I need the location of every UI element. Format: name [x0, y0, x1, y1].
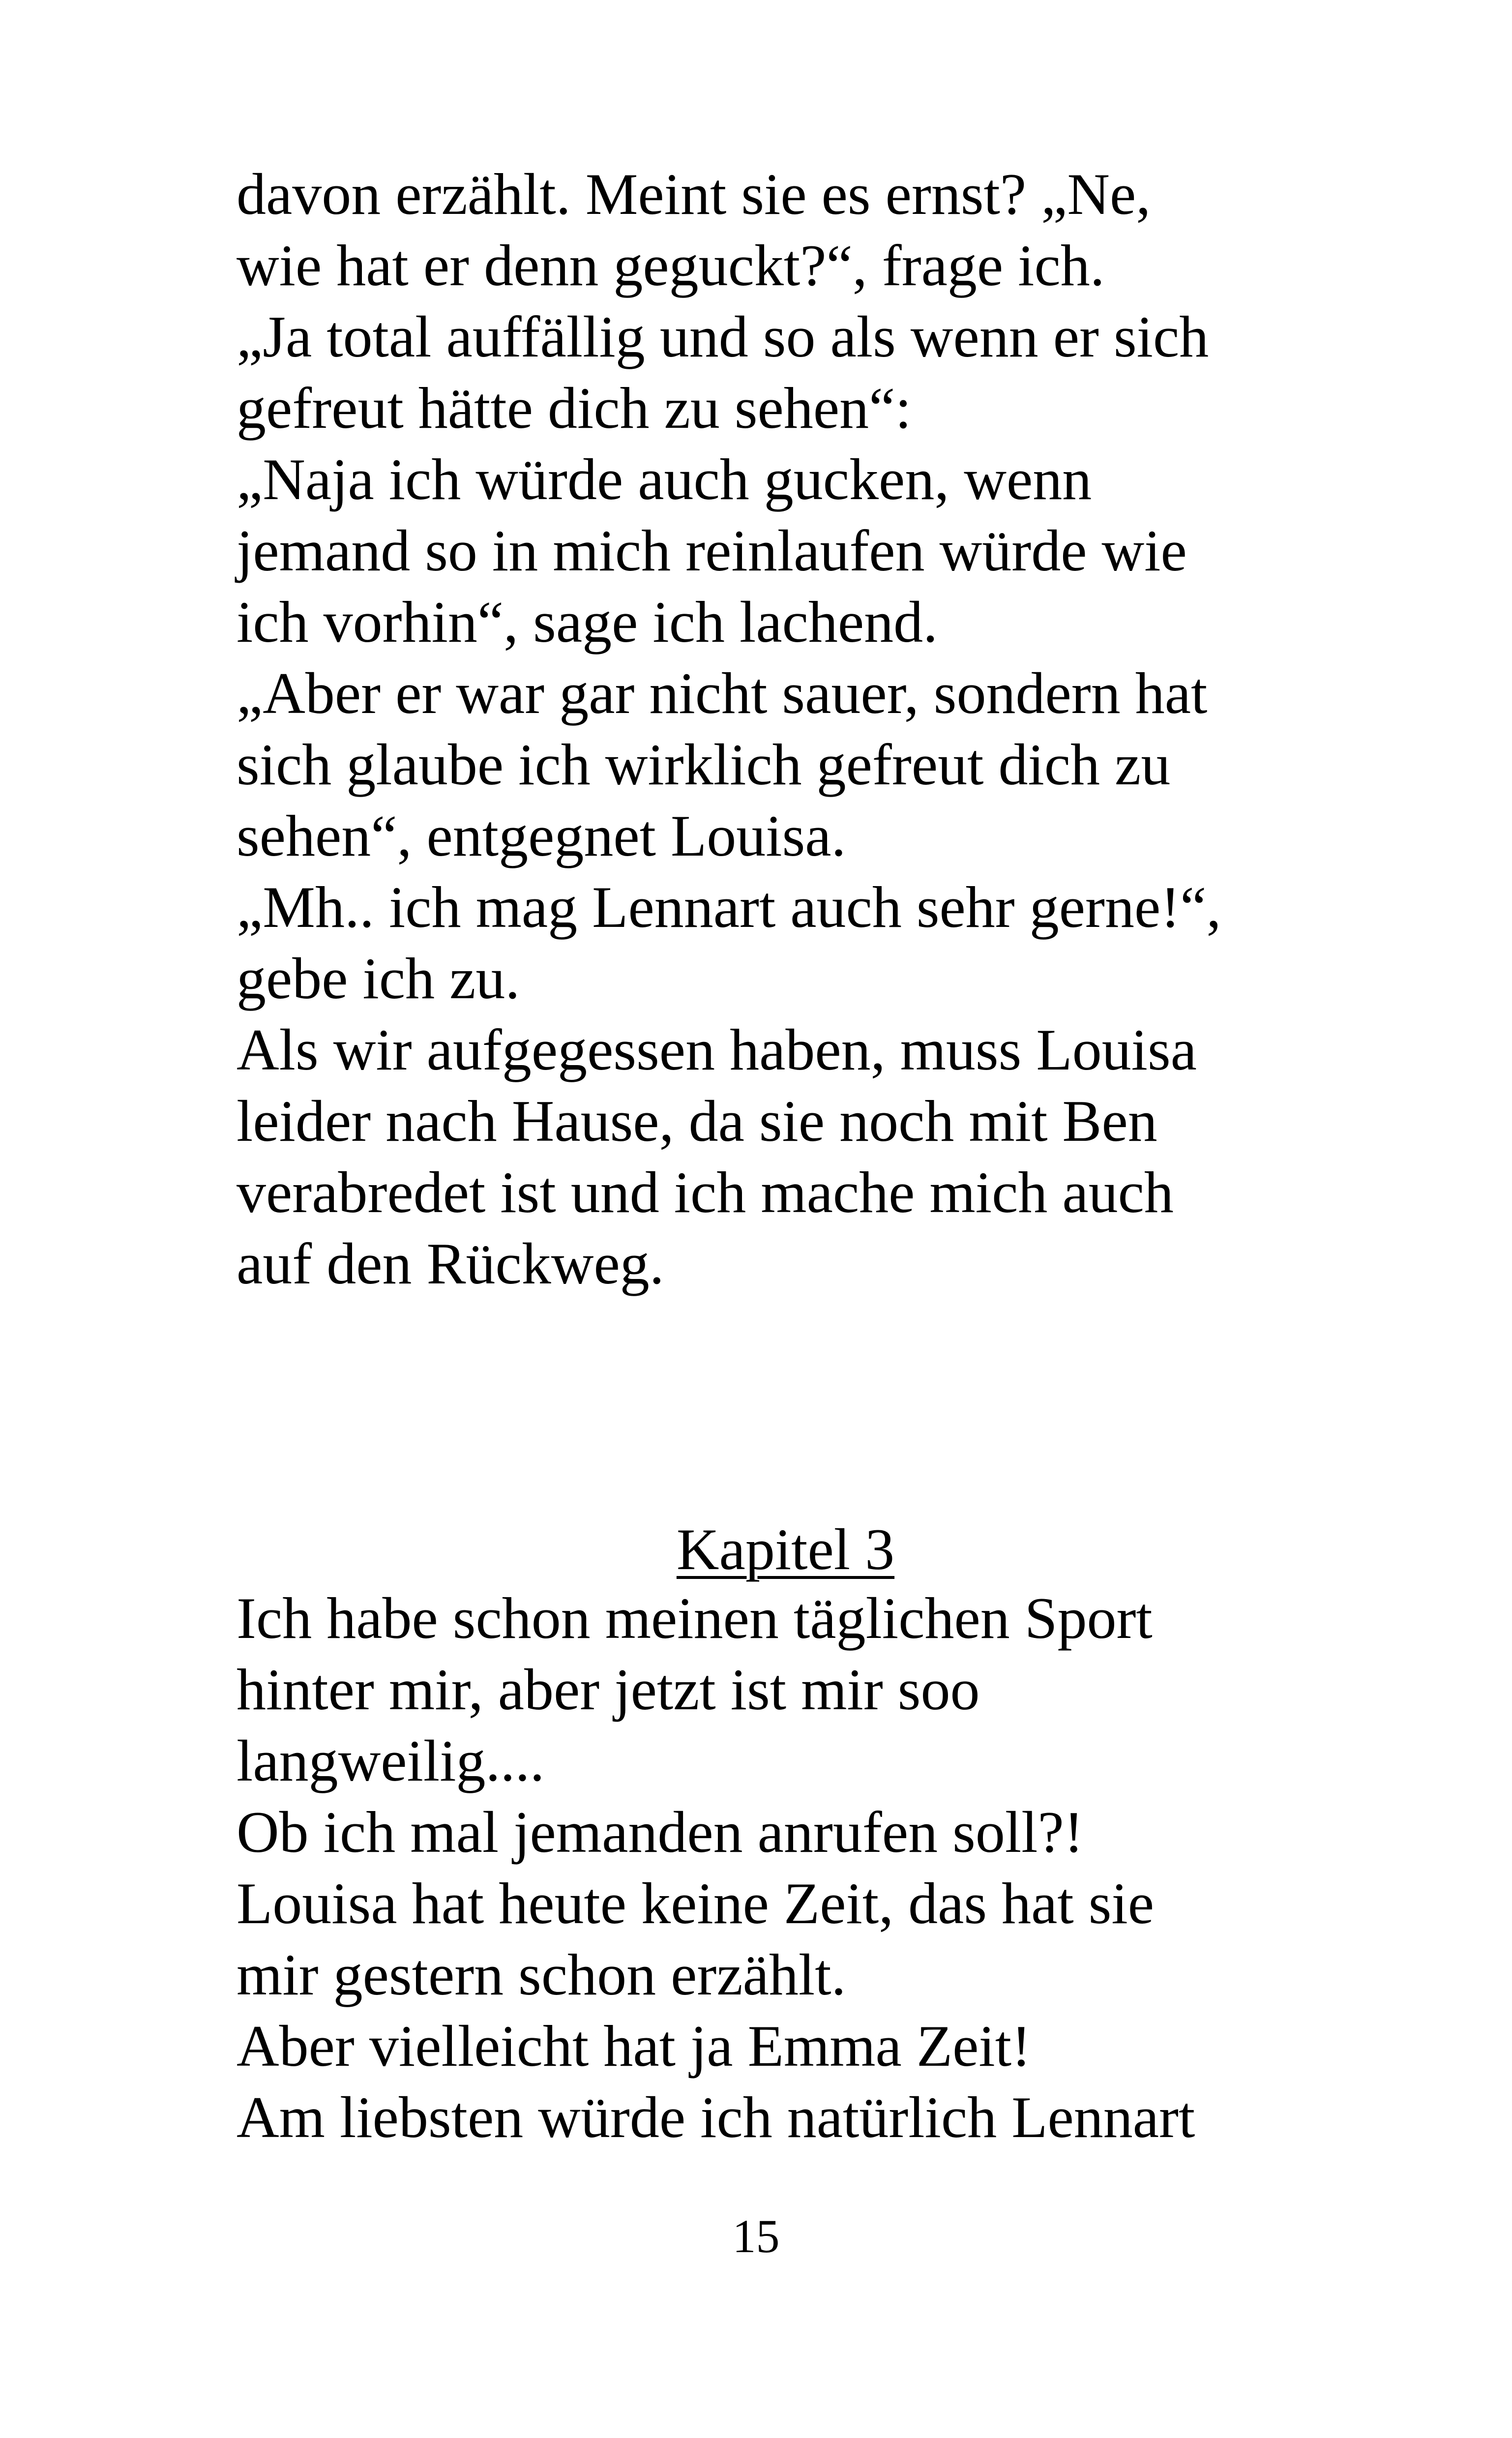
text-line: gebe ich zu.: [237, 946, 520, 1011]
text-line: Louisa hat heute keine Zeit, das hat sie: [237, 1871, 1155, 1936]
text-line: „Mh.. ich mag Lennart auch sehr gerne!“,: [237, 874, 1221, 940]
text-line: Ob ich mal jemanden anrufen soll?!: [237, 1799, 1084, 1865]
text-line: gefreut hätte dich zu sehen“:: [237, 375, 912, 441]
chapter-title: Kapitel 3: [676, 1516, 895, 1582]
text-line: Als wir aufgegessen haben, muss Louisa: [237, 1017, 1197, 1082]
text-line: davon erzählt. Meint sie es ernst? „Ne,: [237, 161, 1151, 227]
text-line: leider nach Hause, da sie noch mit Ben: [237, 1088, 1157, 1154]
text-line: hinter mir, aber jetzt ist mir soo: [237, 1657, 980, 1722]
text-line: ich vorhin“, sage ich lachend.: [237, 589, 938, 654]
text-line: auf den Rückweg.: [237, 1231, 664, 1296]
text-line: wie hat er denn geguckt?“, frage ich.: [237, 233, 1105, 298]
text-line: „Ja total auffällig und so als wenn er sich: [237, 304, 1209, 369]
text-line: jemand so in mich reinlaufen würde wie: [237, 518, 1187, 583]
text-line: sehen“, entgegnet Louisa.: [237, 803, 846, 868]
text-line: Am liebsten würde ich natürlich Lennart: [237, 2084, 1195, 2150]
text-line: mir gestern schon erzählt.: [237, 1942, 846, 2007]
text-line: langweilig....: [237, 1728, 545, 1793]
text-line: sich glaube ich wirklich gefreut dich zu: [237, 732, 1171, 797]
page-number: 15: [732, 2210, 780, 2262]
text-line: verabredet ist und ich mache mich auch: [237, 1160, 1174, 1225]
text-line: „Naja ich würde auch gucken, wenn: [237, 446, 1092, 512]
text-line: Ich habe schon meinen täglichen Sport: [237, 1585, 1153, 1651]
text-line: Aber vielleicht hat ja Emma Zeit!: [237, 2013, 1032, 2079]
text-line: „Aber er war gar nicht sauer, sondern hat: [237, 660, 1208, 726]
